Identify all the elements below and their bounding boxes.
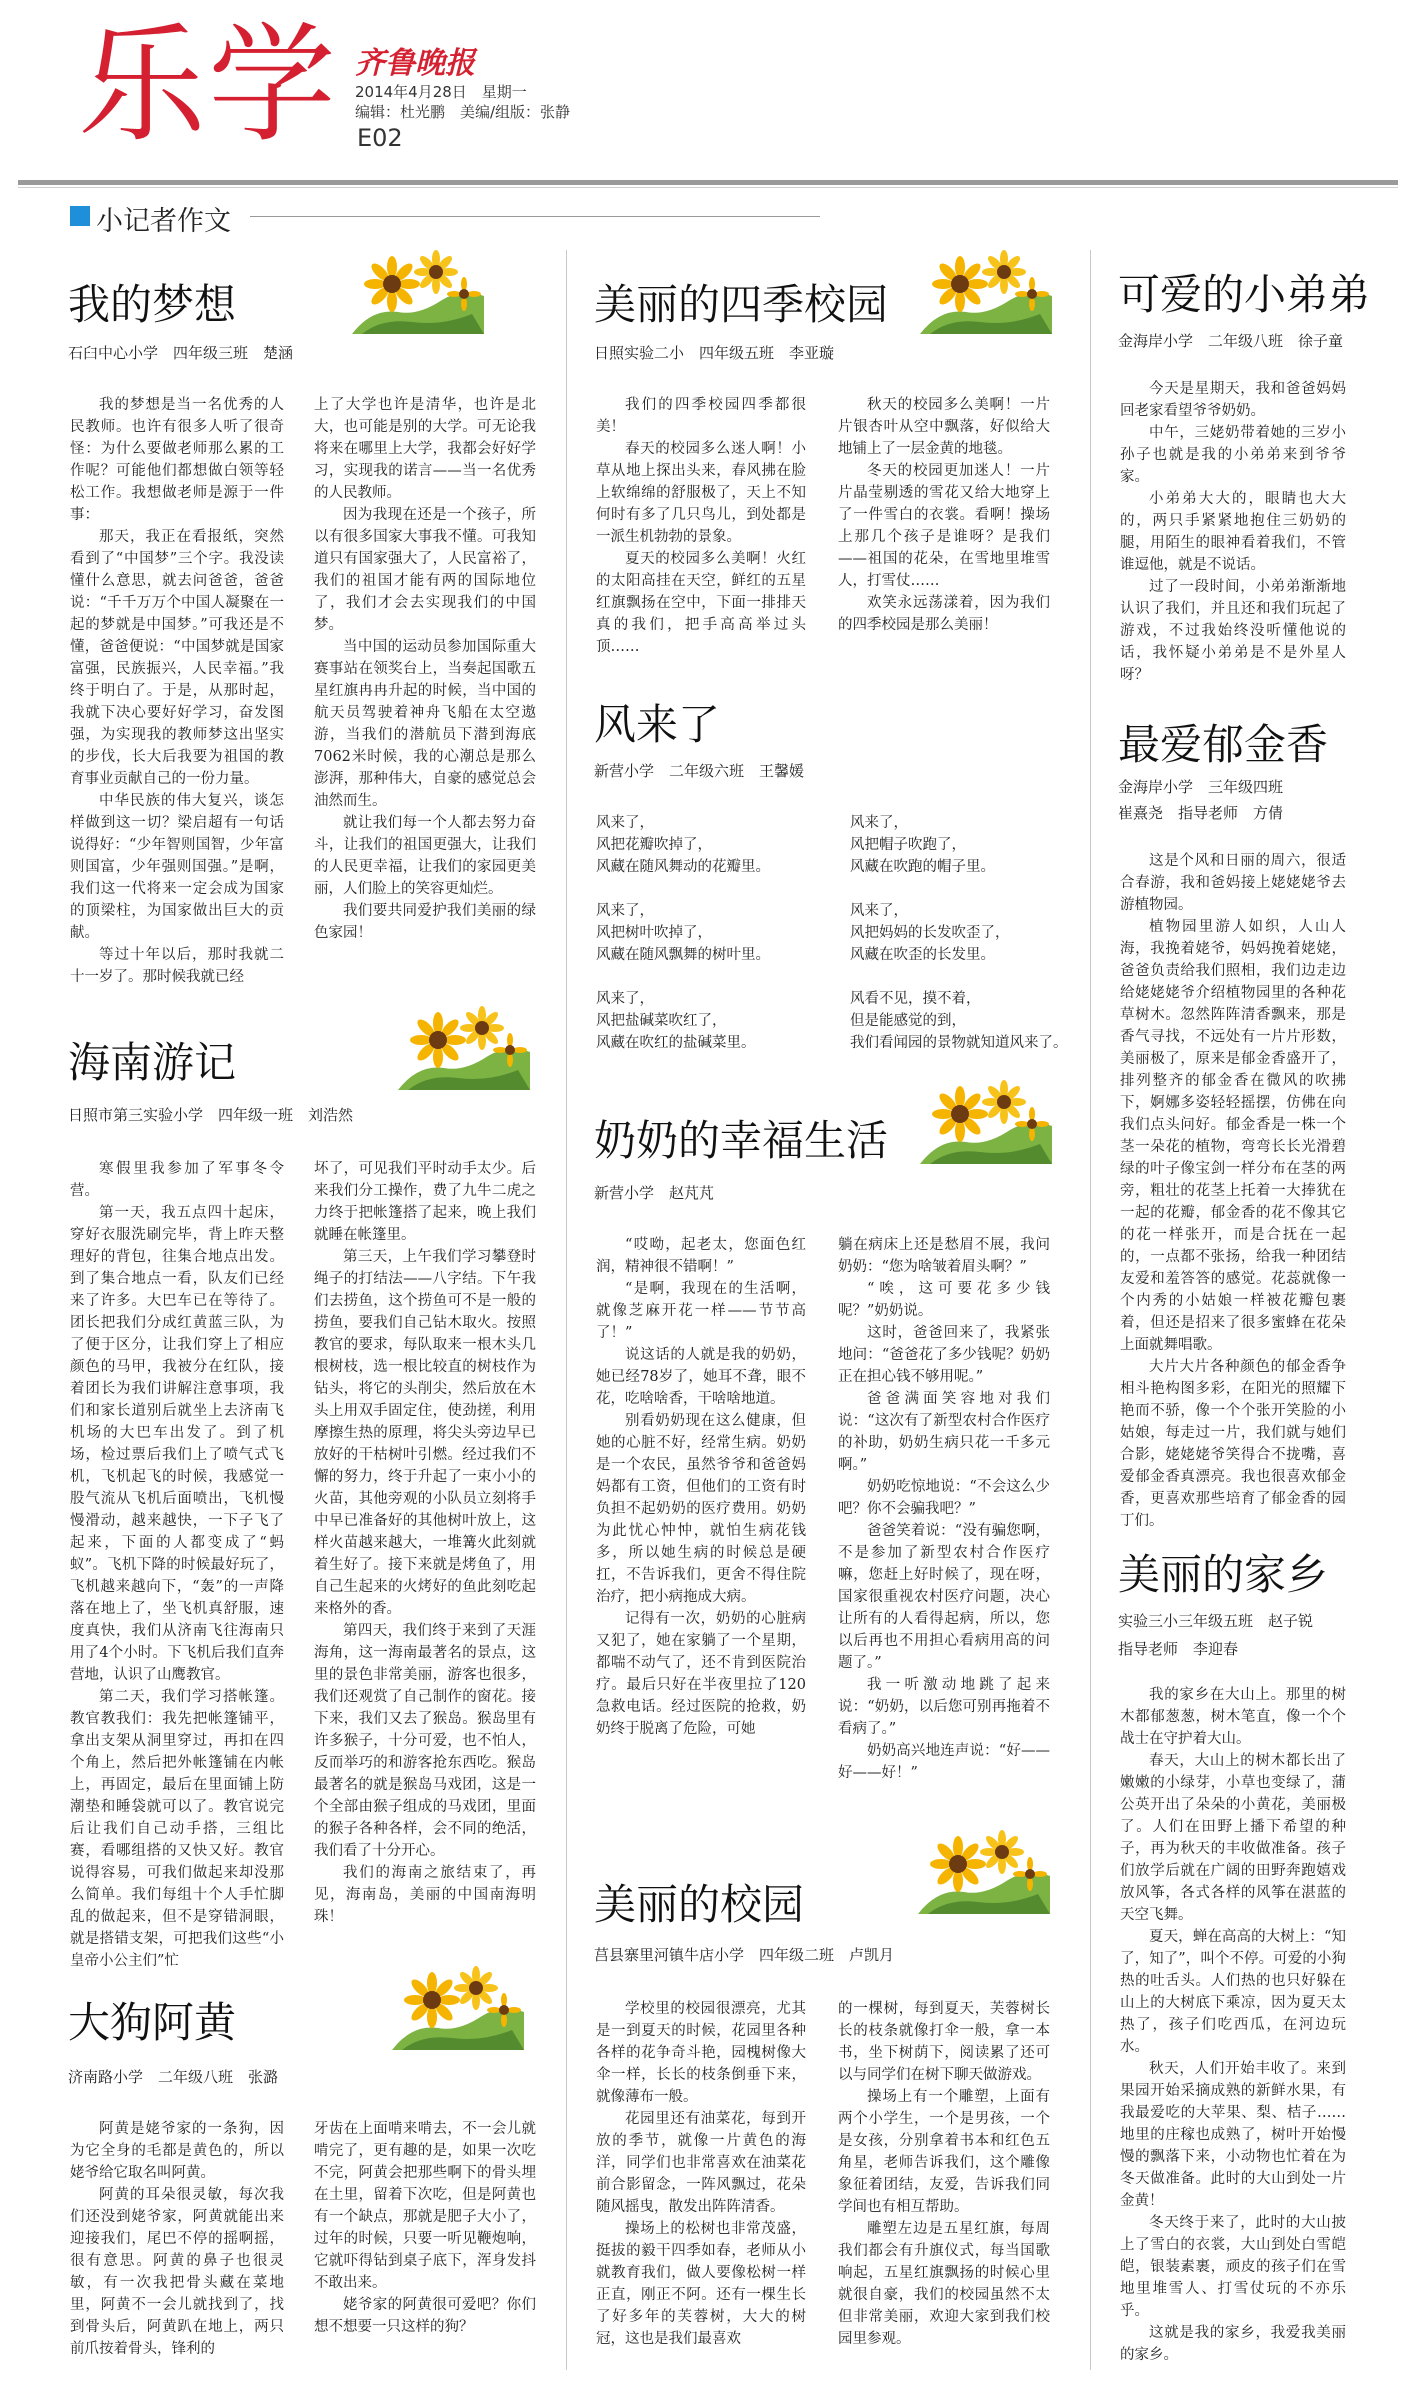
header-rule	[18, 180, 1398, 185]
paragraph: 小弟弟大大的，眼睛也大大的，两只手紧紧地抱住三奶奶的腿，用陌生的眼神看着我们，不管谁逗他，就是不说话。	[1120, 491, 1346, 573]
section-label: 小记者作文	[96, 206, 231, 237]
article-body-wind-col2	[850, 812, 1090, 1051]
poem-line: 风来了，	[596, 991, 654, 1007]
article-title-campus: 美丽的校园	[594, 1880, 805, 1929]
paragraph: 这是个风和日丽的周六，很适合春游，我和爸妈接上姥姥姥爷去游植物园。	[1120, 853, 1346, 913]
paragraph: 欢笑永远荡漾着，因为我们的四季校园是那么美丽！	[838, 595, 1050, 633]
paragraph: 奶奶高兴地连声说：“好——好——好！”	[838, 1743, 1050, 1781]
paragraph: “哎呦，起老太，您面色红润，精神很不错啊！”	[596, 1237, 806, 1275]
paragraph: 操场上有一个雕塑，上面有两个小学生，一个是男孩，一个是女孩，分别拿着书本和红色五角星，老师告诉我们，这个雕像象征着团结，友爱，告诉我们同学间也有相互帮助。	[838, 2089, 1050, 2215]
paragraph: 春天，大山上的树木都长出了嫩嫩的小绿芽，小草也变绿了，蒲公英开出了朵朵的小黄花，美丽极了。人们在田野上播下希望的种子，再为秋天的丰收做准备。孩子们放学后就在广阔的田野奔跑嬉戏放风筝，各式各样的风筝在湛蓝的天空飞舞。	[1120, 1753, 1346, 1923]
poem-line: 风把妈妈的长发吹歪了，	[850, 925, 1010, 941]
article-byline-tulip-names: 崔熹尧 指导老师 方倩	[1118, 804, 1284, 822]
paragraph: 坏了，可见我们平时动手太少。后来我们分工操作，费了九牛二虎之力终于把帐篷搭了起来，晚上我们就睡在帐篷里。	[314, 1161, 536, 1243]
sunflower-icon	[920, 250, 1052, 334]
article-byline-seasons: 日照实验二小 四年级五班 李亚璇	[594, 344, 835, 362]
paragraph: 这时，爸爸回来了，我紧张地问：“爸爸花了多少钱呢？奶奶正在担心钱不够用呢。”	[838, 1325, 1050, 1385]
article-byline-campus: 莒县寨里河镇牛店小学 四年级二班 卢凯月	[594, 1946, 895, 1964]
paragraph: 那天，我正在看报纸，突然看到了“中国梦”三个字。我没读懂什么意思，就去问爸爸，爸爸说：“千千万万个中国人凝聚在一起的梦就是中国梦。”可我还是不懂，爸爸便说：“中国梦就是国家富强，民族振兴，人民幸福。”我终于明白了。于是，从那时起，我就下决心要好好学习，奋发图强，为实现我的教师梦这出坚实的步伐，长大后我要为祖国的教育事业贡献自己的一份力量。	[70, 529, 284, 787]
article-body-dream-col1	[70, 394, 284, 990]
poem-gap	[850, 878, 1090, 900]
article-byline-tulip-school: 金海岸小学 三年级四班	[1118, 778, 1284, 796]
article-body-wind-col1	[596, 812, 826, 1051]
paragraph: 我们的海南之旅结束了，再见，海南岛，美丽的中国南海明珠！	[314, 1865, 536, 1925]
article-byline-hometown-school: 实验三小三年级五班 赵子锐	[1118, 1612, 1314, 1630]
paragraph: 中午，三姥奶带着她的三岁小孙子也就是我的小弟弟来到爷爷家。	[1120, 425, 1346, 485]
article-byline-dog: 济南路小学 二年级八班 张潞	[68, 2068, 279, 2086]
paragraph: 就让我们每一个人都去努力奋斗，让我们的祖国更强大，让我们的人民更幸福，让我们的家园更美丽，人们脸上的笑容更灿烂。	[314, 815, 536, 897]
paragraph: “是啊，我现在的生活啊，就像芝麻开花一样——节节高了！”	[596, 1281, 806, 1341]
article-body-hainan-col2	[314, 1158, 536, 1938]
paragraph: 上了大学也许是清华，也许是北大，也可能是别的大学。可无论我将来在哪里上大学，我都会好好学习，实现我的诺言——当一名优秀的人民教师。	[314, 397, 536, 501]
paragraph: 我一听激动地跳了起来说：“奶奶，以后您可别再拖着不看病了。”	[838, 1677, 1050, 1737]
paragraph: 夏天，蝉在高高的大树上：“知了，知了”，叫个不停。可爱的小狗热的吐舌头。人们热的也只好躲在山上的大树底下乘凉，因为夏天太热了，孩子们吃西瓜，在河边玩水。	[1120, 1929, 1346, 2055]
paragraph: 等过十年以后，那时我就二十一岁了。那时候我就已经	[70, 947, 284, 985]
paragraph: 第三天，上午我们学习攀登时绳子的打结法——八字结。下午我们去捞鱼，这个捞鱼可不是一般的捞鱼，要我们自己钻木取火。按照教官的要求，每队取来一根木头几根树枝，选一根比较直的树枝作为钻头，将它的头削尖，然后放在木头上用双手固定住，使劲搓，利用摩擦生热的原理，将尖头旁边早已放好的干枯树叶引燃。经过我们不懈的努力，终于升起了一束小小的火苗，其他旁观的小队员立刻将手中早已准备好的其他树叶放上，这样火苗越来越大，一堆篝火此刻就着生好了。接下来就是烤鱼了，用自己生起来的火烤好的鱼此刻吃起来格外的香。	[314, 1249, 536, 1617]
poem-line: 但是能感觉的到，	[850, 1013, 966, 1029]
sunflower-icon	[352, 250, 484, 334]
article-body-hometown	[1120, 1684, 1346, 2368]
paragraph: “唉，这可要花多少钱呢？”奶奶说。	[838, 1281, 1050, 1319]
article-body-campus-col2	[838, 1998, 1050, 2368]
paragraph: 大片大片各种颜色的郁金香争相斗艳构图多彩，在阳光的照耀下艳而不骄，像一个个张开笑脸的小姑娘，每走过一片，我们就与她们合影，姥姥姥爷笑得合不拢嘴，喜爱郁金香真漂亮。我也很喜欢郁金香，更喜欢那些培育了郁金香的园丁们。	[1120, 1359, 1346, 1529]
poem-line: 风来了，	[596, 903, 654, 919]
poem-line: 风把花瓣吹掉了，	[596, 837, 712, 853]
poem-line: 风藏在吹歪的长发里。	[850, 947, 995, 963]
article-body-dog-col2	[314, 2118, 536, 2368]
paragraph: 这就是我的家乡，我爱我美丽的家乡。	[1120, 2325, 1346, 2363]
poem-line: 风藏在吹跑的帽子里。	[850, 859, 995, 875]
article-body-seasons-col1	[596, 394, 806, 654]
poem-line: 风藏在随风飘舞的树叶里。	[596, 947, 770, 963]
poem-line: 风藏在随风舞动的花瓣里。	[596, 859, 770, 875]
paragraph: 春天的校园多么迷人啊！小草从地上探出头来，春风拂在脸上软绵绵的舒服极了，天上不知何时有多了几只鸟儿，到处都是一派生机勃勃的景象。	[596, 441, 806, 545]
issue-date: 2014年4月28日 星期一	[355, 83, 527, 101]
article-title-wind: 风来了	[594, 700, 721, 749]
paragraph: 第四天，我们终于来到了天涯海角，这一海南最著名的景点，这里的景色非常美丽，游客也很多，我们还观赏了自己制作的窗花。接下来，我们又去了猴岛。猴岛里有许多猴子，十分可爱，也不怕人，反而举巧的和游客抢东西吃。猴岛最著名的就是猴岛马戏团，这是一个全部由猴子组成的马戏团，里面的猴子各种各样，会不同的绝活，我们看了十分开心。	[314, 1623, 536, 1859]
paragraph: 冬天终于来了，此时的大山披上了雪白的衣裳，大山到处白雪皑皑，银装素裹，顽皮的孩子们在雪地里堆雪人、打雪仗玩的不亦乐乎。	[1120, 2215, 1346, 2319]
poem-line: 风看不见，摸不着，	[850, 991, 981, 1007]
article-byline-brother: 金海岸小学 二年级八班 徐子童	[1118, 332, 1344, 350]
column-divider	[1090, 250, 1091, 2370]
poem-line: 风来了，	[850, 903, 908, 919]
poem-line: 风藏在吹红的盐碱菜里。	[596, 1035, 756, 1051]
paragraph: 第二天，我们学习搭帐篷。教官教我们：我先把帐篷铺平，拿出支架从洞里穿过，再扣在四个角上，然后把外帐篷铺在内帐上，再固定，最后在里面铺上防潮垫和睡袋就可以了。教官说完后让我们自己动手搭，三组比赛，看哪组搭的又快又好。教官说得容易，可我们做起来却没那么简单。我们每组十个人手忙脚乱的做起来，但不是穿错洞眼，就是搭错支架，可把我们这些“小皇帝小公主们”忙	[70, 1689, 284, 1969]
article-byline-dream: 石臼中心小学 四年级三班 楚涵	[68, 344, 294, 362]
poem-line: 风来了，	[850, 815, 908, 831]
paragraph: 操场上的松树也非常茂盛，挺拔的毅干四季如春，老师从小就教育我们，做人要像松树一样正直，刚正不阿。还有一棵生长了好多年的芙蓉树，大大的树冠，这也是我们最喜欢	[596, 2221, 806, 2347]
paragraph: 秋天的校园多么美啊！一片片银杏叶从空中飘落，好似给大地铺上了一层金黄的地毯。	[838, 397, 1050, 457]
poem-line: 风把树叶吹掉了，	[596, 925, 712, 941]
poem-line: 我们看闻园的景物就知道风来了。	[850, 1035, 1068, 1051]
article-title-tulip: 最爱郁金香	[1118, 720, 1329, 769]
sunflower-icon	[920, 1080, 1052, 1164]
paragraph: 我们的四季校园四季都很美！	[596, 397, 806, 435]
article-title-brother: 可爱的小弟弟	[1118, 270, 1371, 319]
paragraph: 阿黄是姥爷家的一条狗，因为它全身的毛都是黄色的，所以姥爷给它取名叫阿黄。	[70, 2121, 284, 2181]
article-body-dream-col2	[314, 394, 536, 990]
article-body-campus-col1	[596, 1998, 806, 2368]
article-byline-grandma: 新营小学 赵芃芃	[594, 1184, 715, 1202]
section-rule	[250, 216, 820, 217]
article-body-seasons-col2	[838, 394, 1050, 654]
paragraph: 说这话的人就是我的奶奶，她已经78岁了，她耳不聋，眼不花，吃啥啥香，干啥啥地道。	[596, 1347, 806, 1407]
article-body-grandma-col2	[838, 1234, 1050, 1814]
article-body-brother	[1120, 378, 1346, 698]
newspaper-logo: 齐鲁晚报	[355, 46, 475, 81]
paragraph: 我们要共同爱护我们美丽的绿色家园！	[314, 903, 536, 941]
paragraph: 牙齿在上面啃来啃去，不一会儿就啃完了，更有趣的是，如果一次吃不完，阿黄会把那些啊下的骨头埋在土里，留着下次吃，但是阿黄也有一个缺点，那就是肥子大小了，过年的时候，只要一听见鞭炮响，它就吓得钻到桌子底下，浑身发抖不敢出来。	[314, 2121, 536, 2291]
paragraph: 今天是星期天，我和爸爸妈妈回老家看望爷爷奶奶。	[1120, 381, 1346, 419]
poem-gap	[850, 966, 1090, 988]
poem-line: 风把帽子吹跑了，	[850, 837, 966, 853]
article-title-grandma: 奶奶的幸福生活	[594, 1116, 889, 1165]
article-title-dream: 我的梦想	[68, 280, 237, 329]
article-byline-hainan: 日照市第三实验小学 四年级一班 刘浩然	[68, 1106, 354, 1124]
paragraph: 中华民族的伟大复兴，谈怎样做到这一切？梁启超有一句话说得好：“少年智则国智，少年富则国富，少年强则国强。”是啊，我们这一代将来一定会成为国家的顶梁柱，为国家做出巨大的贡献。	[70, 793, 284, 941]
paragraph: 躺在病床上还是愁眉不展，我问奶奶：“您为啥皱着眉头啊？”	[838, 1237, 1050, 1275]
article-title-hometown: 美丽的家乡	[1118, 1550, 1329, 1599]
paragraph: 花园里还有油菜花，每到开放的季节，就像一片黄色的海洋，同学们也非常喜欢在油菜花前合影留念，一阵风飘过，花朵随风摇曳，散发出阵阵清香。	[596, 2111, 806, 2215]
paragraph: 姥爷家的阿黄很可爱吧？你们想不想要一只这样的狗？	[314, 2297, 536, 2335]
article-title-hainan: 海南游记	[68, 1038, 237, 1087]
paragraph: 爸爸笑着说：“没有骗您啊，不是参加了新型农村合作医疗嘛，您赶上好时候了，现在呀，国家很重视农村医疗问题，决心让所有的人看得起病，所以，您以后再也不用担心看病用高的问题了。”	[838, 1523, 1050, 1671]
poem-line: 风来了，	[596, 815, 654, 831]
header-rule-thin	[18, 187, 1398, 188]
paragraph: 秋天，人们开始丰收了。来到果园开始采摘成熟的新鲜水果，有我最爱吃的大苹果、梨、桔子……地里的庄稼也成熟了，树叶开始慢慢的飘落下来，小动物也忙着在为冬天做准备。此时的大山到处一片金黄！	[1120, 2061, 1346, 2209]
paragraph: 的一棵树，每到夏天，芙蓉树长长的枝条就像打伞一般，拿一本书，坐下树荫下，阅读累了还可以与同学们在树下聊天做游戏。	[838, 2001, 1050, 2083]
poem-line: 风把盐碱菜吹红了，	[596, 1013, 727, 1029]
paragraph: 奶奶吃惊地说：“不会这么少吧？你不会骗我吧？”	[838, 1479, 1050, 1517]
article-body-hainan-col1	[70, 1158, 284, 1969]
paragraph: 夏天的校园多么美啊！火红的太阳高挂在天空，鲜红的五星红旗飘扬在空中，下面一排排天真的我们，把手高高举过头顶……	[596, 551, 806, 655]
poem-gap	[596, 966, 826, 988]
section-square-icon	[70, 206, 90, 226]
paragraph: 爸爸满面笑容地对我们说：“这次有了新型农村合作医疗的补助，奶奶生病只花一千多元啊。”	[838, 1391, 1050, 1473]
article-byline-wind: 新营小学 二年级六班 王馨媛	[594, 762, 805, 780]
poem-gap	[596, 878, 826, 900]
issue-meta	[355, 82, 570, 122]
paragraph: 因为我现在还是一个孩子，所以有很多国家大事我不懂。可我知道只有国家强大了，人民富裕了，我们的祖国才能有两的国际地位了，我们才会去实现我们的中国梦。	[314, 507, 536, 633]
paragraph: 我的家乡在大山上。那里的树木都郁葱葱，树木笔直，像一个个战士在守护着大山。	[1120, 1687, 1346, 1747]
paragraph: 植物园里游人如织，人山人海，我挽着姥爷，妈妈挽着姥姥，爸爸负责给我们照相，我们边走边给姥姥姥爷介绍植物园里的各种花草树木。忽然阵阵清香飘来，那是香气寻找，不远处有一片片形数，美丽极了，原来是郁金香盛开了，排列整齐的郁金香在微风的吹拂下，婀娜多姿轻轻摇摆，仿佛在向我们点头问好。郁金香是一株一个茎一朵花的植物，弯弯长长光滑碧绿的叶子像宝剑一样分布在茎的两旁，粗壮的花茎上托着一大捧犹在一起的花瓣，郁金香的花不像其它的花一样张开，而是合抚在一起的，一点都不张扬，给我一种团结友爱和羞答答的感觉。花蕊就像一个内秀的小姑娘一样被花瓣包裹着，但还是招来了很多蜜蜂在花朵上面就舞唱歌。	[1120, 919, 1346, 1353]
article-body-grandma-col1	[596, 1234, 806, 1814]
paragraph: 记得有一次，奶奶的心脏病又犯了，她在家躺了一个星期，都喘不动气了，还不肯到医院治疗。最后只好在半夜里拉了120急救电话。经过医院的抢救，奶奶终于脱离了危险，可她	[596, 1611, 806, 1737]
article-body-tulip	[1120, 850, 1346, 1540]
paragraph: 雕塑左边是五星红旗，每周我们都会有升旗仪式，每当国歌响起，五星红旗飘扬的时候心里就很自豪，我们的校园虽然不太但非常美丽，欢迎大家到我们校园里参观。	[838, 2221, 1050, 2347]
sunflower-icon	[392, 1966, 524, 2050]
editor-credits: 编辑：杜光鹏 美编/组版：张静	[355, 103, 571, 121]
column-divider	[566, 250, 567, 2370]
paragraph: 学校里的校园很漂亮，尤其是一到夏天的时候，花园里各种各样的花争奇斗艳，园槐树像大伞一样，长长的枝条倒垂下来，就像薄布一般。	[596, 2001, 806, 2105]
paragraph: 寒假里我参加了军事冬令营。	[70, 1161, 284, 1199]
article-body-dog-col1	[70, 2118, 284, 2368]
sunflower-icon	[918, 1830, 1050, 1914]
article-byline-hometown-teacher: 指导老师 李迎春	[1118, 1640, 1239, 1658]
paragraph: 过了一段时间，小弟弟渐渐地认识了我们，并且还和我们玩起了游戏，不过我始终没听懂他说的话，我怀疑小弟弟是不是外星人呀？	[1120, 579, 1346, 683]
paragraph: 冬天的校园更加迷人！一片片晶莹剔透的雪花又给大地穿上了一件雪白的衣裳。看啊！操场上那几个孩子是谁呀？是我们——祖国的花朵，在雪地里堆雪人，打雪仗……	[838, 463, 1050, 589]
paragraph: 阿黄的耳朵很灵敏，每次我们还没到姥爷家，阿黄就能出来迎接我们，尾巴不停的摇啊摇，很有意思。阿黄的鼻子也很灵敏，有一次我把骨头藏在菜地里，阿黄不一会儿就找到了，找到骨头后，阿黄趴在地上，两只前爪按着骨头，锋利的	[70, 2187, 284, 2357]
page-number: E02	[357, 124, 403, 152]
paragraph: 我的梦想是当一名优秀的人民教师。也许有很多人听了很奇怪：为什么要做老师那么累的工作呢？可能他们都想做白领等轻松工作。我想做老师是源于一件事：	[70, 397, 284, 523]
article-title-seasons: 美丽的四季校园	[594, 280, 889, 329]
paragraph: 别看奶奶现在这么健康，但她的心脏不好，经常生病。奶奶是一个农民，虽然爷爷和爸爸妈妈都有工资，但他们的工资有时负担不起奶奶的医疗费用。奶奶为此忧心忡忡，就怕生病花钱多，所以她生病的时候总是硬扛，不告诉我们，更舍不得住院治疗，把小病拖成大病。	[596, 1413, 806, 1605]
sunflower-icon	[398, 1006, 530, 1090]
page-title: 乐学	[78, 11, 339, 160]
paragraph: 第一天，我五点四十起床，穿好衣服洗刷完毕，背上昨天整理好的背包，往集合地点出发。到了集合地点一看，队友们已经来了许多。大巴车已在等待了。团长把我们分成红黄蓝三队，为了便于区分，让我们穿上了相应颜色的马甲，我被分在红队，接着团长为我们讲解注意事项，我们和家长道别后就坐上去济南飞机场的大巴车出发了。到了机场，检过票后我们上了喷气式飞机，飞机起飞的时候，我感觉一股气流从飞机后面喷出，飞机慢慢滑动，越来越快，一下子飞了起来，下面的人都变成了“蚂蚁”。飞机下降的时候最好玩了，飞机越来越向下，“轰”的一声降落在地上了，坐飞机真舒服，速度真快，我们从济南飞往海南只用了4个小时。下飞机后我们直奔营地，认识了山鹰教官。	[70, 1205, 284, 1683]
article-title-dog: 大狗阿黄	[68, 1998, 237, 2047]
paragraph: 当中国的运动员参加国际重大赛事站在领奖台上，当奏起国歌五星红旗冉冉升起的时候，当中国的航天员驾驶着神舟飞船在太空遨游，当我们的潜航员下潜到海底7062米时候，我的心潮总是那么澎湃，那种伟大，自豪的感觉总会油然而生。	[314, 639, 536, 809]
